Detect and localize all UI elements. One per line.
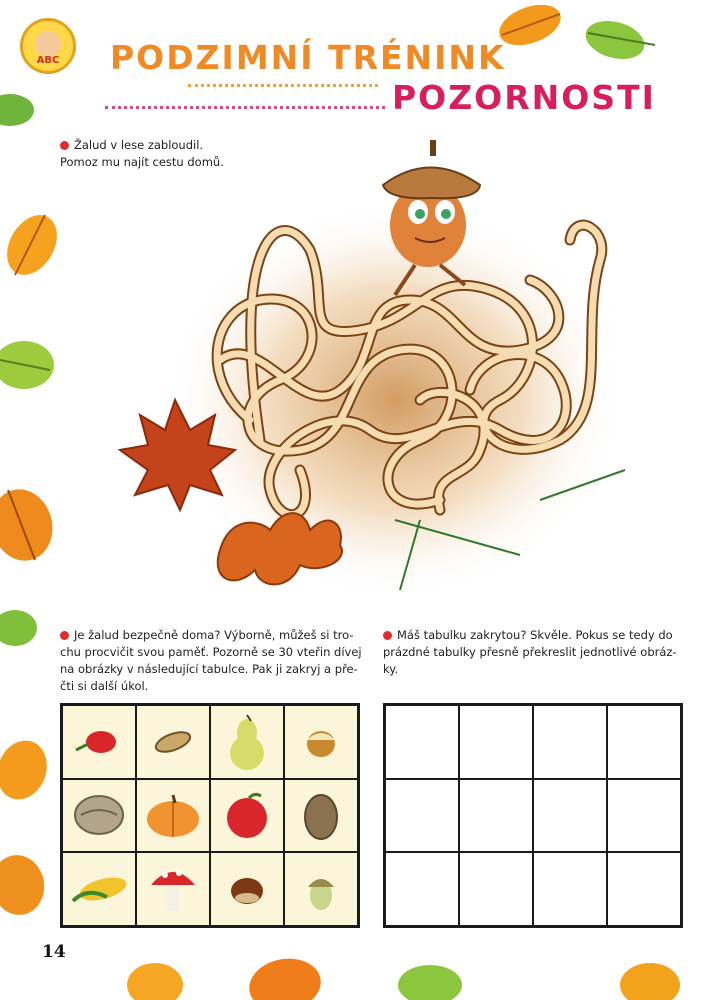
- empty-grid-cell: [459, 705, 533, 779]
- page-title-line1: PODZIMNÍ TRÉNINK: [110, 38, 506, 77]
- empty-grid-cell: [459, 779, 533, 853]
- empty-grid-cell: [533, 852, 607, 926]
- sunflower-seed-icon: [145, 722, 201, 762]
- leaf-icon: [581, 15, 655, 65]
- grid-cell: [210, 705, 284, 779]
- leaf-icon: [127, 963, 183, 1000]
- empty-grid-cell: [607, 852, 681, 926]
- logo-text: ABC: [36, 55, 60, 66]
- toadstool-mushroom-icon: [145, 859, 201, 919]
- task1-text-line1: Žalud v lese zabloudil.: [74, 138, 204, 152]
- bullet-icon: [60, 141, 69, 150]
- leaf-icon: [0, 206, 67, 283]
- chestnut-icon: [219, 867, 275, 911]
- grid-cell: [136, 779, 210, 853]
- leaf-icon: [0, 734, 55, 807]
- grid-cell: [62, 705, 136, 779]
- leaf-icon: [0, 851, 49, 919]
- task3-text-line: ky.: [383, 662, 399, 676]
- task2-text-line: čti si další úkol.: [60, 679, 149, 693]
- grid-cell: [62, 779, 136, 853]
- abc-logo: [20, 18, 76, 74]
- page-title-line2: POZORNOSTI: [392, 78, 656, 117]
- grid-cell: [284, 705, 358, 779]
- bullet-icon: [383, 631, 392, 640]
- task2-text-line: na obrázky v následující tabulce. Pak ji zakryj a pře-: [60, 662, 358, 676]
- rosehip-icon: [71, 722, 127, 762]
- leaf-icon: [0, 341, 54, 389]
- empty-grid-cell: [607, 705, 681, 779]
- walnut-icon: [69, 791, 129, 839]
- memory-picture-grid: [60, 703, 360, 928]
- grid-cell: [62, 852, 136, 926]
- title-divider: [188, 84, 378, 87]
- leaf-icon: [0, 94, 34, 126]
- pumpkin-icon: [143, 791, 203, 839]
- leaf-icon: [0, 482, 60, 567]
- leaf-icon: [0, 610, 37, 646]
- empty-grid-cell: [459, 852, 533, 926]
- task2-text-line: Je žalud bezpečně doma? Výborně, můžeš si tro-: [74, 628, 354, 642]
- empty-grid-cell: [533, 705, 607, 779]
- grid-cell: [136, 705, 210, 779]
- task2-instructions: [60, 627, 370, 695]
- task1-text-line2: Pomoz mu najít cestu domů.: [60, 155, 224, 169]
- empty-grid-cell: [385, 705, 459, 779]
- pear-icon: [219, 711, 275, 773]
- empty-grid-cell: [607, 779, 681, 853]
- grid-cell: [210, 779, 284, 853]
- empty-drawing-grid: [383, 703, 683, 928]
- task1-instructions: [60, 137, 320, 171]
- grid-cell: [284, 779, 358, 853]
- grid-cell: [210, 852, 284, 926]
- empty-grid-cell: [385, 779, 459, 853]
- leaf-icon: [398, 965, 462, 1000]
- task2-text-line: chu procvičit svou paměť. Pozorně se 30 vteřin dívej: [60, 645, 362, 659]
- grid-cell: [136, 852, 210, 926]
- corn-icon: [67, 867, 131, 911]
- bullet-icon: [60, 631, 69, 640]
- acorn-icon: [293, 861, 349, 917]
- task3-instructions: [383, 627, 693, 678]
- leaf-icon: [245, 953, 325, 1000]
- grid-cell: [284, 852, 358, 926]
- task3-text-line: prázdné tabulky přesně překreslit jednotlivé obráz-: [383, 645, 677, 659]
- task3-text-line: Máš tabulku zakrytou? Skvěle. Pokus se tedy do: [397, 628, 673, 642]
- empty-grid-cell: [533, 779, 607, 853]
- apple-icon: [219, 790, 275, 840]
- title-divider: [105, 106, 385, 109]
- leaf-icon: [620, 963, 680, 1000]
- acorn-maze-illustration: [120, 140, 625, 600]
- pine-cone-icon: [293, 787, 349, 843]
- page-number: 14: [42, 942, 66, 962]
- empty-grid-cell: [385, 852, 459, 926]
- hazelnut-icon: [293, 722, 349, 762]
